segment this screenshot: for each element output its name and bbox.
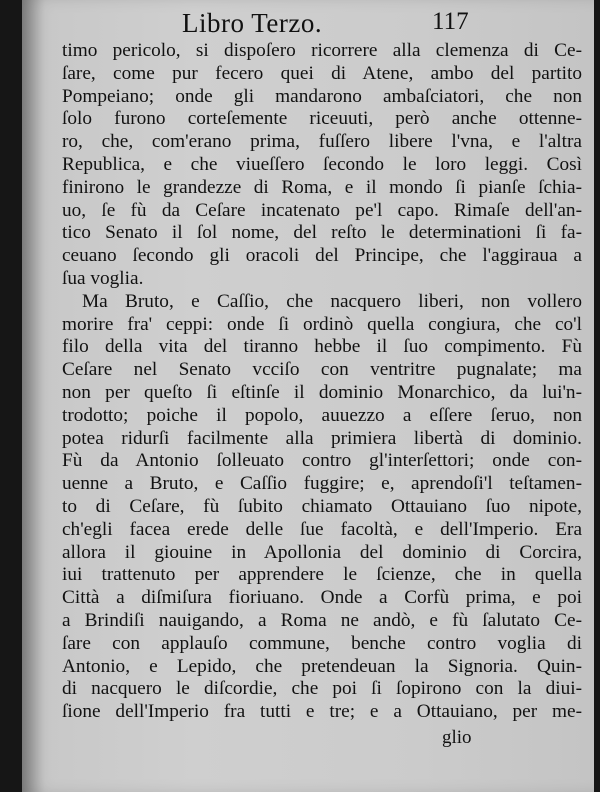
text-line: Pompeiano; onde gli mandarono ambaſciatori, che non (62, 85, 582, 107)
text-line: Antonio, e Lepido, che pretendeuan la Signoria. Quin- (62, 655, 582, 677)
body-text (62, 40, 582, 724)
text-line: Ceſare nel Senato vcciſo con ventritre pugnalate; ma (62, 359, 582, 381)
text-line: iui trattenuto per apprendere le ſcienze, che in quella (62, 564, 582, 586)
text-line: a Brindiſi nauigando, a Roma ne andò, e fù ſalutato Ce- (62, 609, 582, 631)
text-line: tico Senato il ſol nome, del reſto le determinationi ſi fa- (62, 222, 582, 244)
text-line: Ma Bruto, e Caſſio, che nacquero liberi, non vollero (82, 290, 582, 312)
text-line: potea ridurſi facilmente alla primiera libertà di dominio. (62, 427, 582, 449)
text-line: ſolo furono corteſemente riceuuti, però anche ottenne- (62, 108, 582, 130)
page-number: 117 (432, 8, 469, 35)
text-line: ſione dell'Imperio fra tutti e tre; e a Ottauiano, per me- (62, 701, 582, 723)
text-line: to di Ceſare, fù ſubito chiamato Ottauiano ſuo nipote, (62, 495, 582, 517)
text-line: trodotto; poiche il popolo, auuezzo a eſſere ſeruo, non (62, 404, 582, 426)
text-line: Fù da Antonio ſolleuato contro gl'interſettori; onde con- (62, 450, 582, 472)
catchword: glio (442, 727, 472, 748)
text-line: allora il giouine in Apollonia del dominio di Corcira, (62, 541, 582, 563)
text-line: Città a diſmiſura fioriuano. Onde a Corfù prima, e poi (62, 587, 582, 609)
running-title: Libro Terzo. (182, 8, 323, 38)
text-line: ſua voglia. (62, 267, 144, 289)
text-line: ſare, come pur fecero quei di Atene, ambo del partito (62, 62, 582, 84)
text-line: timo pericolo, si dispoſero ricorrere alla clemenza di Ce- (62, 40, 582, 61)
text-line: finirono le grandezze di Roma, e il mondo ſi pianſe ſchia- (62, 176, 582, 198)
text-line: uo, ſe fù da Ceſare incatenato pe'l capo. Rimaſe dell'an- (62, 199, 582, 221)
text-line: non per queſto ſi eſtinſe il dominio Monarchico, da lui'n- (62, 381, 582, 403)
text-line: filo della vita del tiranno hebbe il ſuo compimento. Fù (62, 336, 582, 358)
text-line: uenne a Bruto, e Caſſio fuggire; e, aprendoſi'l teſtamen- (62, 473, 582, 495)
text-line: di nacquero le diſcordie, che poi ſi ſopirono con la diui- (62, 678, 582, 700)
text-line: ch'egli facea erede delle ſue facoltà, e dell'Imperio. Era (62, 518, 582, 540)
paragraph (62, 291, 582, 724)
page-header (22, 8, 594, 38)
text-line: morire fra' ceppi: onde ſi ordinò quella congiura, che co'l (62, 313, 582, 335)
book-page (22, 0, 594, 792)
paragraph (62, 40, 582, 291)
text-line: ceuano ſecondo gli oracoli del Principe, che l'aggiraua a (62, 245, 582, 267)
text-line: ſare con applauſo commune, benche contro voglia di (62, 632, 582, 654)
text-line: Republica, e che viueſſero ſecondo le loro leggi. Così (62, 153, 582, 175)
text-line: ro, che, com'erano prima, fuſſero libere l'vna, e l'altra (62, 131, 582, 153)
